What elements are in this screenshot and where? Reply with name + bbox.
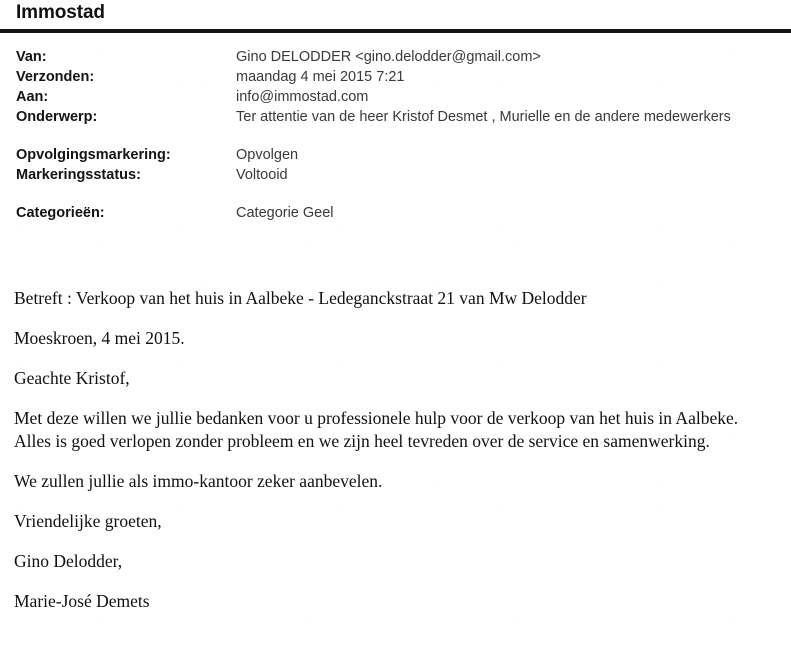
- body-paragraph-2: We zullen jullie als immo-kantoor zeker aanbevelen.: [14, 471, 383, 491]
- header-label-categories: Categorieën:: [16, 205, 105, 221]
- header-row-categories: [0, 205, 791, 225]
- body-place-date: Moeskroen, 4 mei 2015.: [14, 328, 185, 348]
- header-value-flag-status: Voltooid: [236, 167, 288, 183]
- body-paragraph-1-line-2: Alles is goed verlopen zonder probleem en we zijn heel tevreden over de service en samenwerking.: [14, 431, 710, 451]
- body-signature-2: Marie-José Demets: [14, 591, 150, 611]
- body-paragraph-1-line-1: Met deze willen we jullie bedanken voor u professionele hulp voor de verkoop van het huis in Aalbeke.: [14, 408, 739, 428]
- body-salutation: Geachte Kristof,: [14, 368, 130, 388]
- header-label-follow-up-flag: Opvolgingsmarkering:: [16, 147, 171, 163]
- header-label-flag-status: Markeringsstatus:: [16, 167, 141, 183]
- header-value-follow-up-flag: Opvolgen: [236, 147, 299, 163]
- title-divider: [0, 29, 791, 33]
- body-paragraph-1: [0, 407, 791, 453]
- header-label-to: Aan:: [16, 89, 49, 105]
- header-row-from: [0, 49, 791, 69]
- header-value-categories: Categorie Geel: [236, 205, 334, 221]
- header-value-sent: maandag 4 mei 2015 7:21: [236, 69, 405, 85]
- email-body: [0, 287, 791, 630]
- header-value-to: info@immostad.com: [236, 89, 369, 105]
- page-title: Immostad: [16, 2, 105, 23]
- header-row-subject: [0, 109, 791, 129]
- header-label-subject: Onderwerp:: [16, 109, 98, 125]
- header-value-subject: Ter attentie van de heer Kristof Desmet , Murielle en de andere medewerkers: [236, 109, 731, 125]
- body-signature-1: Gino Delodder,: [14, 551, 123, 571]
- body-closing: Vriendelijke groeten,: [14, 511, 162, 531]
- email-header-block: [0, 49, 791, 225]
- header-label-sent: Verzonden:: [16, 69, 95, 85]
- header-spacer-2: [0, 187, 791, 205]
- header-row-flag-status: [0, 167, 791, 187]
- header-value-from: Gino DELODDER <gino.delodder@gmail.com>: [236, 49, 541, 65]
- header-label-from: Van:: [16, 49, 47, 65]
- header-row-sent: [0, 69, 791, 89]
- header-row-follow-up-flag: [0, 147, 791, 167]
- header-spacer-1: [0, 129, 791, 147]
- body-subject-line: Betreft : Verkoop van het huis in Aalbeke - Ledeganckstraat 21 van Mw Delodder: [14, 288, 587, 308]
- header-row-to: [0, 89, 791, 109]
